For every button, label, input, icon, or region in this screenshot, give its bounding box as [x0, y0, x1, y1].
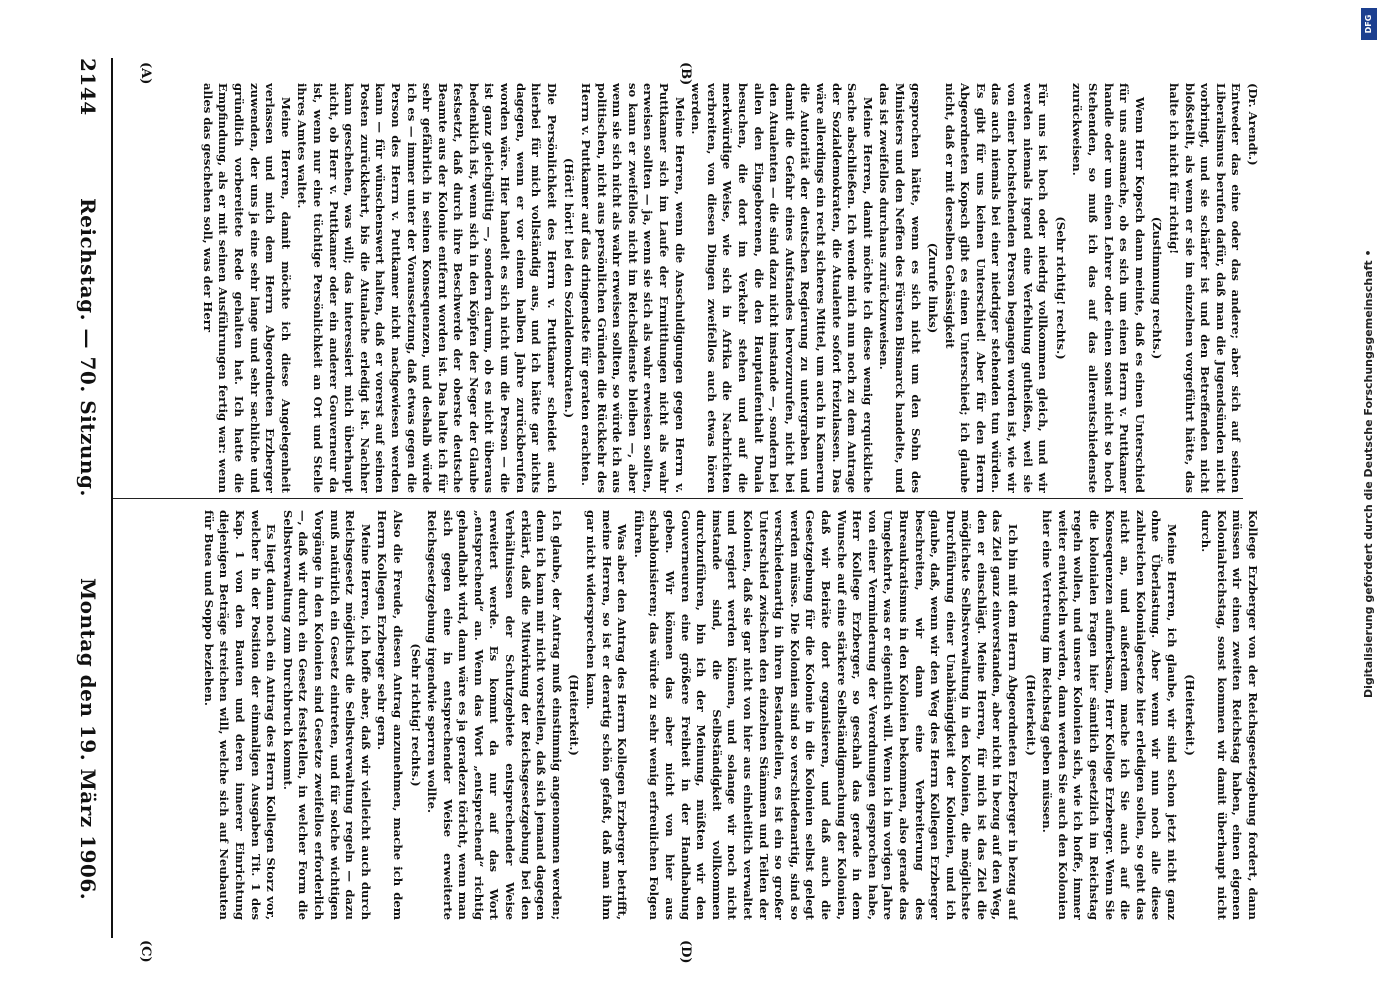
digitization-credit: Digitalisierung gefördert durch die Deutsche Forschungsgemeinschaft • — [1362, 249, 1375, 698]
page-header — [70, 58, 100, 960]
paragraph: Wenn Herr Kopsch dann meinte, daß es einen Unterschied für uns ausmache, ob es sich um einen Herrn v. Puttkamer handle oder um einen Lehrer oder einen sonst nicht so hoch Stehenden, so muß ich das auf das allerentschiedenste zurückweisen. — [1070, 83, 1147, 493]
dfg-logo: DFG — [1361, 8, 1377, 40]
paragraph: Ich bin mit dem Herrn Abgeordneten Erzberger in bezug auf das Ziel ganz einverstanden, aber nicht in bezug auf den Weg, den er einschlägt. Meine Herren, für mich ist das Ziel die möglichste Selbstverwaltung in den Kolonien, die möglichste Durchführung einer Unabhängigkeit der Kolonien, und ich glaube, daß, wenn wir den Weg des Herrn Kollegen Erzberger beschreiten, wir dann eine Verbreiterung des Bureaukratismus in den Kolonien bekommen, also gerade das Umgekehrte, was er eigentlich will. Wenn ich im vorigen Jahre von einer Verminderung der Verordnungen gesprochen habe, Herr Kollege Erzberger, so geschah das gerade in dem Wunsche auf eine stärkere Selbständigmachung der Kolonien, daß wir Beiräte dort organisieren, und daß auch die Gesetzgebung für die Kolonie in die Kolonien selbst gelegt werden müsse. Die Kolonien sind so verschiedenartig, sind so verschiedenartig in ihren Bestandteilen, es ist ein so großer Unterschied zwischen den einzelnen Stämmen und Teilen der Kolonien, daß sie gar nicht von hier aus einheitlich verwaltet und regiert werden können, und solange wir noch nicht imstande sind, die Selbständigkeit vollkommen durchzuführen, bin ich der Meinung, müßten wir den Gouverneuren eine größere Freiheit in der Handhabung geben. Wir können das aber nicht von hier aus schablonisieren; das würde zu sehr wenig erfreulichen Folgen führen. — [631, 510, 1021, 920]
margin-marker-d: (D) — [678, 940, 693, 964]
digitization-sidebar — [1360, 8, 1378, 698]
header-left-title: Reichstag. — 70. Sitzung. — [76, 198, 100, 497]
right-column — [130, 510, 1260, 920]
interjection: (Heiterkeit.) — [1182, 674, 1197, 756]
header-right-title: Montag den 19. März 1906. — [76, 578, 100, 901]
paragraph: Die Persönlichkeit des Herrn v. Puttkamer scheidet auch hierbei für mich vollständig aus, und ich hätte gar nichts dagegen, wenn er vor einem halben Jahre zurückberufen worden wäre. Hier handelt es sich nicht um die Person — die ist ganz gleichgültig —, sondern darum, ob es nicht überaus bedenklich ist, wenn sich in den Köpfen der Neger der Glaube festsetzt, daß durch ihre Beschwerde der oberste deutsche Beamte aus der Kolonie entfernt worden ist. Das halte ich für sehr gefährlich in seinen Konsequenzen, und deshalb würde ich es — immer unter der Voraussetzung, daß etwas gegen die Person des Herrn v. Puttkamer nicht nachgewiesen werden kann — für wünschenswert halten, daß er vorerst auf seinen Posten zurückkehrt, bis die Atualache erledigt ist. Nachher kann geschehen, was will; das interessiert mich überhaupt nicht, ob Herr v. Puttkamer oder ein anderer Gouverneur da ist, wenn nur eine tüchtige Persönlichkeit an Ort und Stelle ihres Amtes waltet. — [295, 83, 559, 493]
left-column-body — [199, 83, 1243, 493]
paragraph: Ich glaube, der Antrag muß einstimmig angenommen werden; denn ich kann mir nicht vorstellen, daß sich jemand dagegen erklärt, daß die Mitwirkung der Reichsgesetzgebung bei den Verhältnissen der Schutzgebiete entsprechender Weise erweitert werde. Es kommt da nur auf das Wort „entsprechend“ an. Wenn das Wort „entsprechend“ richtig gehandhabt wird, dann wäre es ja geradezu töricht, wenn man sich gegen eine in entsprechender Weise erweiterte Reichsgesetzgebung irgendwie sperren wollte. — [425, 510, 564, 920]
paragraph: Meine Herren, ich hoffe aber, daß wir vielleicht auch durch Reichsgesetz möglichst die Selbstverwaltung regeln — dazu muß natürlich ein Gesetz eintreten, und für solche wichtigen Vorgänge in den Kolonien sind Gesetze zweifellos erforderlich —, daß wir durch ein Gesetz feststellen, in welcher Form die Selbstverwaltung zum Durchbruch kommt. — [280, 510, 373, 920]
page-number: 2144 — [76, 58, 100, 116]
paragraph: Meine Herren, damit möchte ich diese wenig erquickliche Sache abschließen. Ich wende mich nun noch zu dem Antrage der Sozialdemokraten, die Atualente sofort freizulassen. Das wäre allerdings ein recht sicheres Mittel, um auch in Kamerun die Autorität der deutschen Regierung zu untergraben und damit die Gefahr eines Aufstandes hervorzurufen, nicht bei den Atualenten — die sind dazu nicht imstande —, sondern bei allen den Eingeborenen, die den Hauptaufenthalt Duala besuchen, die dort im Verkehr stehen und auf die merkwürdige Weise, wie sich in Afrika die Nachrichten verbreiten, von diesen Dingen zweifellos auch etwas hören werden. — [689, 83, 875, 493]
left-column — [130, 83, 1260, 493]
interjection: (Zustimmung rechts.) — [1150, 216, 1165, 360]
right-column-body — [200, 510, 1260, 920]
margin-marker-a: (A) — [138, 62, 153, 85]
paragraph: Für uns ist hoch oder niedrig vollkommen gleich, und wir werden niemals irgend eine Verfehlung gutheißen, weil sie von einer hochstehenden Person begangen worden ist, wie wir das auch niemals bei einer niedriger stehenden tun würden. Es gibt für uns keinen Unterschied! Aber für den Herrn Abgeordneten Kopsch gibt es einen Unterschied; ich glaube nicht, daß er mit derselben Gehässigkeit — [942, 83, 1051, 493]
paragraph: Also die Freude, diesen Antrag anzunehmen, mache ich dem Herrn Kollegen Erzberger sehr gern. — [375, 510, 405, 920]
paragraph: Meine Herren, wenn die Anschuldigungen gegen Herrn v. Puttkamer sich im Laufe der Ermittlungen nicht als wahr erweisen sollten — ja, wenn sie sich als wahr erweisen sollten, so kann er zweifellos nicht im Reichsdienste bleiben —, aber wenn sie sich nicht als wahr erweisen sollten, so würde ich aus politischen, nicht aus persönlichen Gründen die Rückkehr des Herrn v. Puttkamer auf das dringendste für geraten erachten. — [579, 83, 687, 493]
speaker-label: (Dr. Arendt.) — [1246, 83, 1260, 166]
paragraph: Entweder das eine oder das andere; aber sich auf seinen Liberalismus berufen dafür, daß man die Jugendsünden nicht vorbringt, und sie schärfer ist und den Betreffenden nicht bloßstellt, als wenn er sie im einzelnen vorgeführt hätte, das halte ich nicht für richtig! — [1167, 83, 1244, 493]
interjection: (Heiterkeit.) — [567, 674, 582, 756]
column-separator — [113, 498, 1243, 499]
interjection: (Zurufe links) — [926, 242, 941, 334]
paragraph: Kollege Erzberger von der Reichsgesetzgebung fordert, dann müssen wir einen zweiten Reichstag haben, einen eigenen Kolonialreichstag, sonst kommen wir damit überhaupt nicht durch. — [1199, 510, 1260, 920]
paragraph: Meine Herren, ich glaube, wir sind schon jetzt nicht ganz ohne Überlastung. Aber wenn wir nun noch alle diese zahlreichen Kolonialgesetze hier erledigen sollen, so geht das nicht an, und außerdem mache ich Sie auch auf die Konsequenzen aufmerksam, Herr Kollege Erzberger. Wenn Sie die kolonialen Fragen hier sämtlich gesetzlich im Reichstag regeln wollen, und unsere Kolonien sich, wie ich hoffe, immer weiter entwickeln werden, dann werden Sie auch den Kolonien hier eine Vertretung im Reichstag geben müssen. — [1040, 510, 1180, 920]
paragraph: gesprochen hätte, wenn es sich nicht um den Sohn des Ministers und den Neffen des Fürsten Bismarck handelte, und das ist zweifellos durchaus zurückzuweisen. — [877, 83, 923, 493]
interjection: (Sehr richtig! rechts.) — [1053, 216, 1068, 360]
paragraph: Es liegt dann noch ein Antrag des Herrn Kollegen Storz vor, welcher in der Position der einmaligen Ausgaben Tit. 1 des Kap. 1 von den Bauten und deren innerer Einrichtung diejenigen Beträge streichen will, welche sich auf Neubauten für Buea und Soppo beziehen. — [201, 510, 279, 920]
paragraph: Was aber den Antrag des Herrn Kollegen Erzberger betrifft, meine Herren, so ist er derartig schön gefaßt, daß man ihm gar nicht widersprechen kann. — [584, 510, 630, 920]
interjection: (Heiterkeit.) — [1023, 674, 1038, 756]
margin-marker-b: (B) — [678, 62, 693, 86]
interjection: (Sehr richtig! rechts.) — [408, 643, 423, 787]
margin-marker-c: (C) — [138, 940, 153, 963]
paragraph: Meine Herren, damit möchte ich diese Angelegenheit verlassen und mich dem Herrn Abgeordneten Erzberger zuwenden, der uns ja eine sehr lange und sehr sachliche und gründlich vorbereitete Rede gehalten hat. Ich hatte die Empfindung, als er mit seinen Ausführungen fertig war: wenn alles das geschehen soll, was der Herr — [200, 83, 293, 493]
interjection: (Hört! hört! bei den Sozialdemokraten.) — [562, 157, 577, 419]
